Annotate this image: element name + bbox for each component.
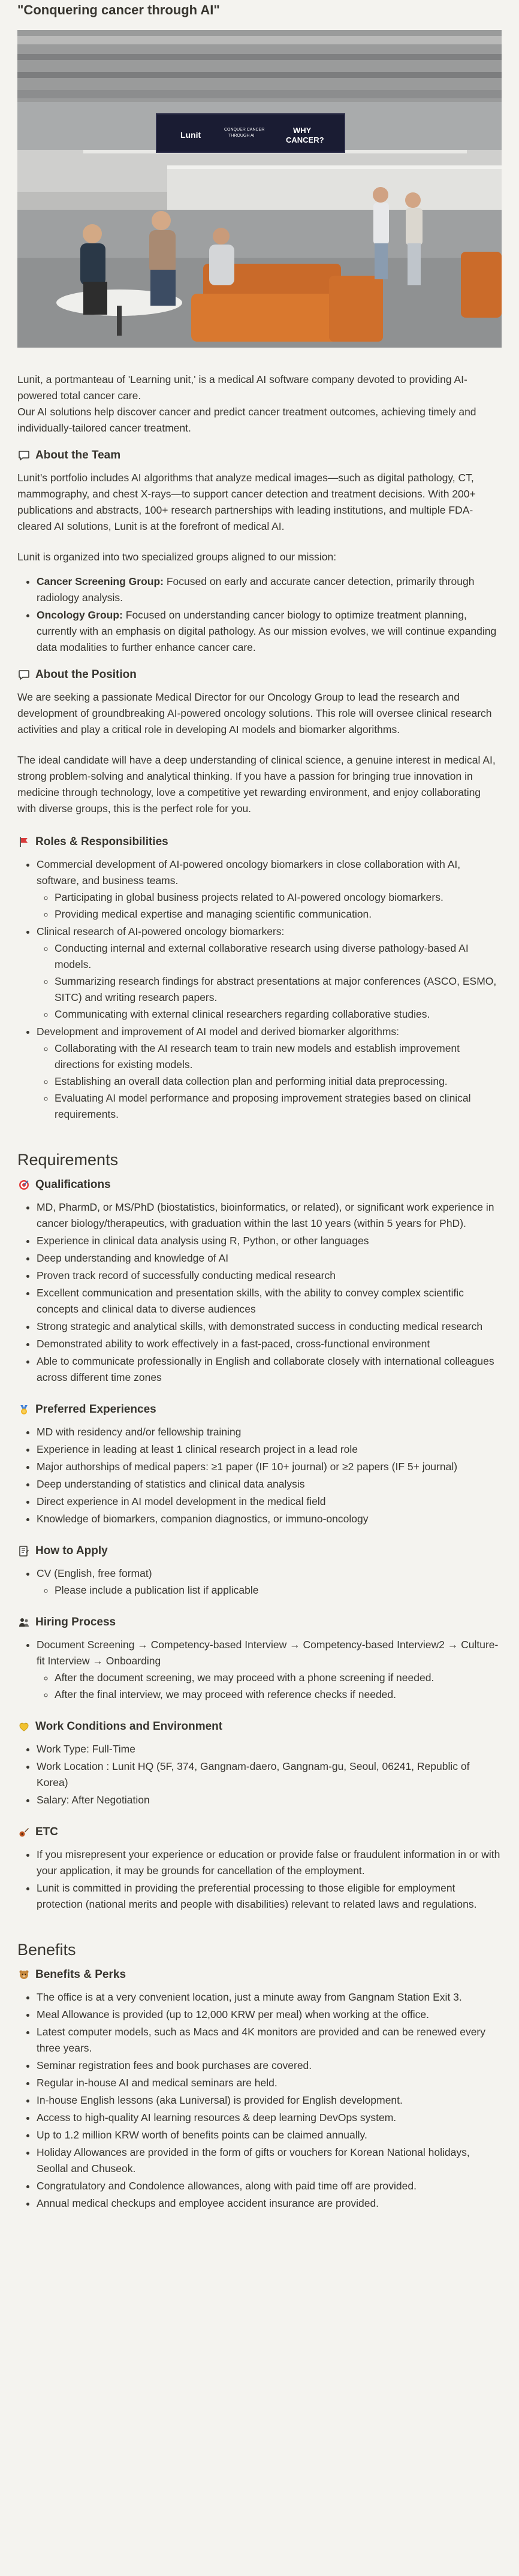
list-item: ◦ Communicating with external clinical researchers regarding collaborative studies. <box>55 1006 502 1022</box>
list-item <box>37 1565 502 1598</box>
benefits-list <box>17 1989 502 2212</box>
about-position-paragraph-1: We are seeking a passionate Medical Director for our Oncology Group to lead the research and development of groundbreaking AI-powered oncology solutions. This role will oversee clinical research activities and play a critical role in developing AI models and biomarker algorithms. <box>17 691 492 735</box>
red-flag-icon <box>17 835 31 849</box>
preferred-heading-text: Preferred Experiences <box>35 1403 156 1416</box>
list-item: • Salary: After Negotiation <box>37 1792 502 1808</box>
group-name: Cancer Screening Group: <box>37 575 164 587</box>
qualifications-list <box>17 1199 502 1386</box>
role-item-text: Clinical research of AI-powered oncology biomarkers: <box>37 925 285 937</box>
how-to-apply-list <box>17 1565 502 1598</box>
about-position-heading <box>17 666 502 683</box>
target-icon <box>17 1178 31 1192</box>
hiring-steps-text: Document Screening → Competency-based Interview → Competency-based Interview2 → Culture-fit Interview → Onboarding <box>37 1639 499 1667</box>
list-item: • Seminar registration fees and book purchases are covered. <box>37 2058 502 2074</box>
speech-bubble-icon <box>17 449 31 462</box>
guitar-icon <box>17 1826 31 1839</box>
about-position-heading-text: About the Position <box>35 668 137 681</box>
screen-question-1: WHY <box>293 126 312 135</box>
etc-heading <box>17 1824 502 1841</box>
work-conditions-list <box>17 1741 502 1808</box>
group-name: Oncology Group: <box>37 609 123 621</box>
list-item: • Lunit is committed in providing the preferential processing to those eligible for employment protection (national merits and people with disabilities) relevant to related laws and regulations. <box>37 1880 502 1913</box>
how-to-apply-heading-text: How to Apply <box>35 1545 108 1557</box>
about-team-heading <box>17 447 502 464</box>
list-item: ◦ Summarizing research findings for abstract presentations at major conferences (ASCO, ESMO, SITC) and writing research papers. <box>55 973 502 1006</box>
qualifications-heading-text: Qualifications <box>35 1178 111 1191</box>
list-item: • Demonstrated ability to work effectively in a fast-paced, cross-functional environment <box>37 1336 502 1352</box>
list-item: ◦ After the final interview, we may proceed with reference checks if needed. <box>55 1687 502 1703</box>
screen-question-2: CANCER? <box>286 135 324 144</box>
list-item: ◦ Participating in global business projects related to AI-powered oncology biomarkers. <box>55 889 502 906</box>
intro-line-1: Lunit, a portmanteau of 'Learning unit,' is a medical AI software company devoted to providing AI-powered total cancer care. <box>17 373 467 402</box>
about-team-paragraph-2: Lunit is organized into two specialized groups aligned to our mission: <box>17 551 337 563</box>
preferred-heading <box>17 1401 502 1418</box>
groups-list <box>17 574 502 656</box>
list-item <box>37 1637 502 1703</box>
list-item: • Direct experience in AI model development in the medical field <box>37 1494 502 1510</box>
list-item: ◦ Please include a publication list if applicable <box>55 1582 502 1598</box>
list-item: • MD, PharmD, or MS/PhD (biostatistics, bioinformatics, or related), or significant work experience in cancer biology/therapeutics, with graduation within the last 10 years (within 5 years for PhD). <box>37 1199 502 1232</box>
group-description: Focused on early and accurate cancer detection, primarily through radiology analysis. <box>37 575 475 604</box>
benefits-perks-heading-text: Benefits & Perks <box>35 1968 126 1981</box>
list-item: ◦ Evaluating AI model performance and proposing improvement strategies based on clinical requirements. <box>55 1090 502 1123</box>
list-item <box>37 1024 502 1123</box>
list-item: • Work Location : Lunit HQ (5F, 374, Gangnam-daero, Gangnam-gu, Seoul, 06241, Republic of Korea) <box>37 1758 502 1791</box>
about-position-paragraph-2: The ideal candidate will have a deep understanding of clinical science, a genuine interest in medical AI, strong problem-solving and analytical thinking. If you have a passion for bringing true innovation in medicine through technology, love a competitive yet rewarding environment, and enjoy collaborating with diverse groups, this is the perfect role for you. <box>17 754 496 815</box>
list-item: • Able to communicate professionally in English and collaborate closely with international colleagues across different time zones <box>37 1353 502 1386</box>
about-team-heading-text: About the Team <box>35 449 121 461</box>
list-item <box>37 924 502 1022</box>
office-photo-illustration <box>17 30 502 348</box>
benefits-perks-heading <box>17 1966 502 1983</box>
etc-heading-text: ETC <box>35 1826 58 1838</box>
list-item: • Up to 1.2 million KRW worth of benefits points can be claimed annually. <box>37 2127 502 2143</box>
list-item: • Experience in leading at least 1 clinical research project in a lead role <box>37 1441 502 1458</box>
list-item: ◦ After the document screening, we may proceed with a phone screening if needed. <box>55 1670 502 1686</box>
list-item: ◦ Providing medical expertise and managing scientific communication. <box>55 906 502 922</box>
work-conditions-heading <box>17 1718 502 1735</box>
list-item: • Regular in-house AI and medical seminars are held. <box>37 2075 502 2091</box>
list-item: • Annual medical checkups and employee accident insurance are provided. <box>37 2195 502 2212</box>
intro-section <box>17 372 502 436</box>
hiring-process-heading <box>17 1614 502 1631</box>
about-team-paragraph-1: Lunit's portfolio includes AI algorithms that analyze medical images—such as digital pathology, CT, mammography, and chest X-rays—to support cancer detection and treatment decisions. With 200+ publications and abstracts, 100+ research partnerships with leading institutions, and multiple FDA-cleared AI solutions, Lunit is at the forefront of medical AI. <box>17 472 476 532</box>
list-item: • Deep understanding and knowledge of AI <box>37 1250 502 1266</box>
people-icon <box>17 1616 31 1629</box>
medal-icon <box>17 1403 31 1416</box>
role-item-text: Development and improvement of AI model and derived biomarker algorithms: <box>37 1025 400 1037</box>
roles-heading <box>17 834 502 850</box>
work-conditions-heading-text: Work Conditions and Environment <box>35 1720 223 1733</box>
list-item: • Work Type: Full-Time <box>37 1741 502 1757</box>
apply-item-text: CV (English, free format) <box>37 1567 152 1579</box>
speech-bubble-icon <box>17 668 31 681</box>
list-item: • Congratulatory and Condolence allowances, along with paid time off are provided. <box>37 2178 502 2194</box>
hiring-process-list <box>17 1637 502 1703</box>
document-icon <box>17 1545 31 1558</box>
list-item <box>37 574 502 606</box>
list-item <box>37 607 502 656</box>
list-item: ◦ Collaborating with the AI research team to train new models and establish improvement directions for existing models. <box>55 1040 502 1073</box>
list-item: • Knowledge of biomarkers, companion diagnostics, or immuno-oncology <box>37 1511 502 1527</box>
group-description: Focused on understanding cancer biology to optimize treatment planning, currently with an emphasis on digital pathology. As our mission evolves, we will continue expanding data modalities to further enhance cancer care. <box>37 609 497 653</box>
list-item: • Proven track record of successfully conducting medical research <box>37 1268 502 1284</box>
page-title: "Conquering cancer through AI" <box>17 2 220 17</box>
list-item: • Excellent communication and presentation skills, with the ability to convey complex scientific concepts and clinical data to diverse audiences <box>37 1285 502 1317</box>
preferred-list <box>17 1424 502 1527</box>
list-item: • Holiday Allowances are provided in the form of gifts or vouchers for Korean National holidays, Seollal and Chuseok. <box>37 2144 502 2177</box>
list-item: ◦ Conducting internal and external collaborative research using diverse pathology-based AI models. <box>55 940 502 973</box>
list-item: ◦ Establishing an overall data collection plan and performing initial data preprocessing. <box>55 1073 502 1090</box>
list-item: • Access to high-quality AI learning resources & deep learning DevOps system. <box>37 2110 502 2126</box>
etc-list <box>17 1847 502 1913</box>
gift-bear-icon <box>17 1968 31 1981</box>
list-item: • MD with residency and/or fellowship training <box>37 1424 502 1440</box>
qualifications-heading <box>17 1177 502 1193</box>
requirements-heading: Requirements <box>17 1151 119 1169</box>
list-item: • Strong strategic and analytical skills, with demonstrated success in conducting medical research <box>37 1319 502 1335</box>
intro-line-2: Our AI solutions help discover cancer and predict cancer treatment outcomes, achieving timely and individually-tailored cancer treatment. <box>17 406 476 434</box>
benefits-heading: Benefits <box>17 1941 76 1959</box>
screen-logo-text: Lunit <box>180 130 201 140</box>
list-item <box>37 856 502 922</box>
roles-heading-text: Roles & Responsibilities <box>35 835 168 848</box>
how-to-apply-heading <box>17 1543 502 1560</box>
roles-list <box>17 856 502 1123</box>
list-item: • Experience in clinical data analysis using R, Python, or other languages <box>37 1233 502 1249</box>
role-item-text: Commercial development of AI-powered oncology biomarkers in close collaboration with AI, software, and business teams. <box>37 858 461 886</box>
hiring-process-heading-text: Hiring Process <box>35 1616 116 1628</box>
list-item: • Latest computer models, such as Macs and 4K monitors are provided and can be renewed every three years. <box>37 2024 502 2056</box>
screen-tagline-1: CONQUER CANCER <box>224 128 265 132</box>
list-item: • Meal Allowance is provided (up to 12,000 KRW per meal) when working at the office. <box>37 2007 502 2023</box>
list-item: • Major authorships of medical papers: ≥1 paper (IF 10+ journal) or ≥2 papers (IF 5+ journal) <box>37 1459 502 1475</box>
screen-tagline-2: THROUGH AI <box>228 134 255 138</box>
yellow-heart-icon <box>17 1720 31 1733</box>
hero-office-photo <box>17 30 502 348</box>
list-item: • Deep understanding of statistics and clinical data analysis <box>37 1476 502 1492</box>
list-item: • In-house English lessons (aka Luniversal) is provided for English development. <box>37 2092 502 2109</box>
list-item: • The office is at a very convenient location, just a minute away from Gangnam Station Exit 3. <box>37 1989 502 2005</box>
list-item: • If you misrepresent your experience or education or provide false or fraudulent information in or with your application, it may be grounds for cancellation of the employment. <box>37 1847 502 1879</box>
